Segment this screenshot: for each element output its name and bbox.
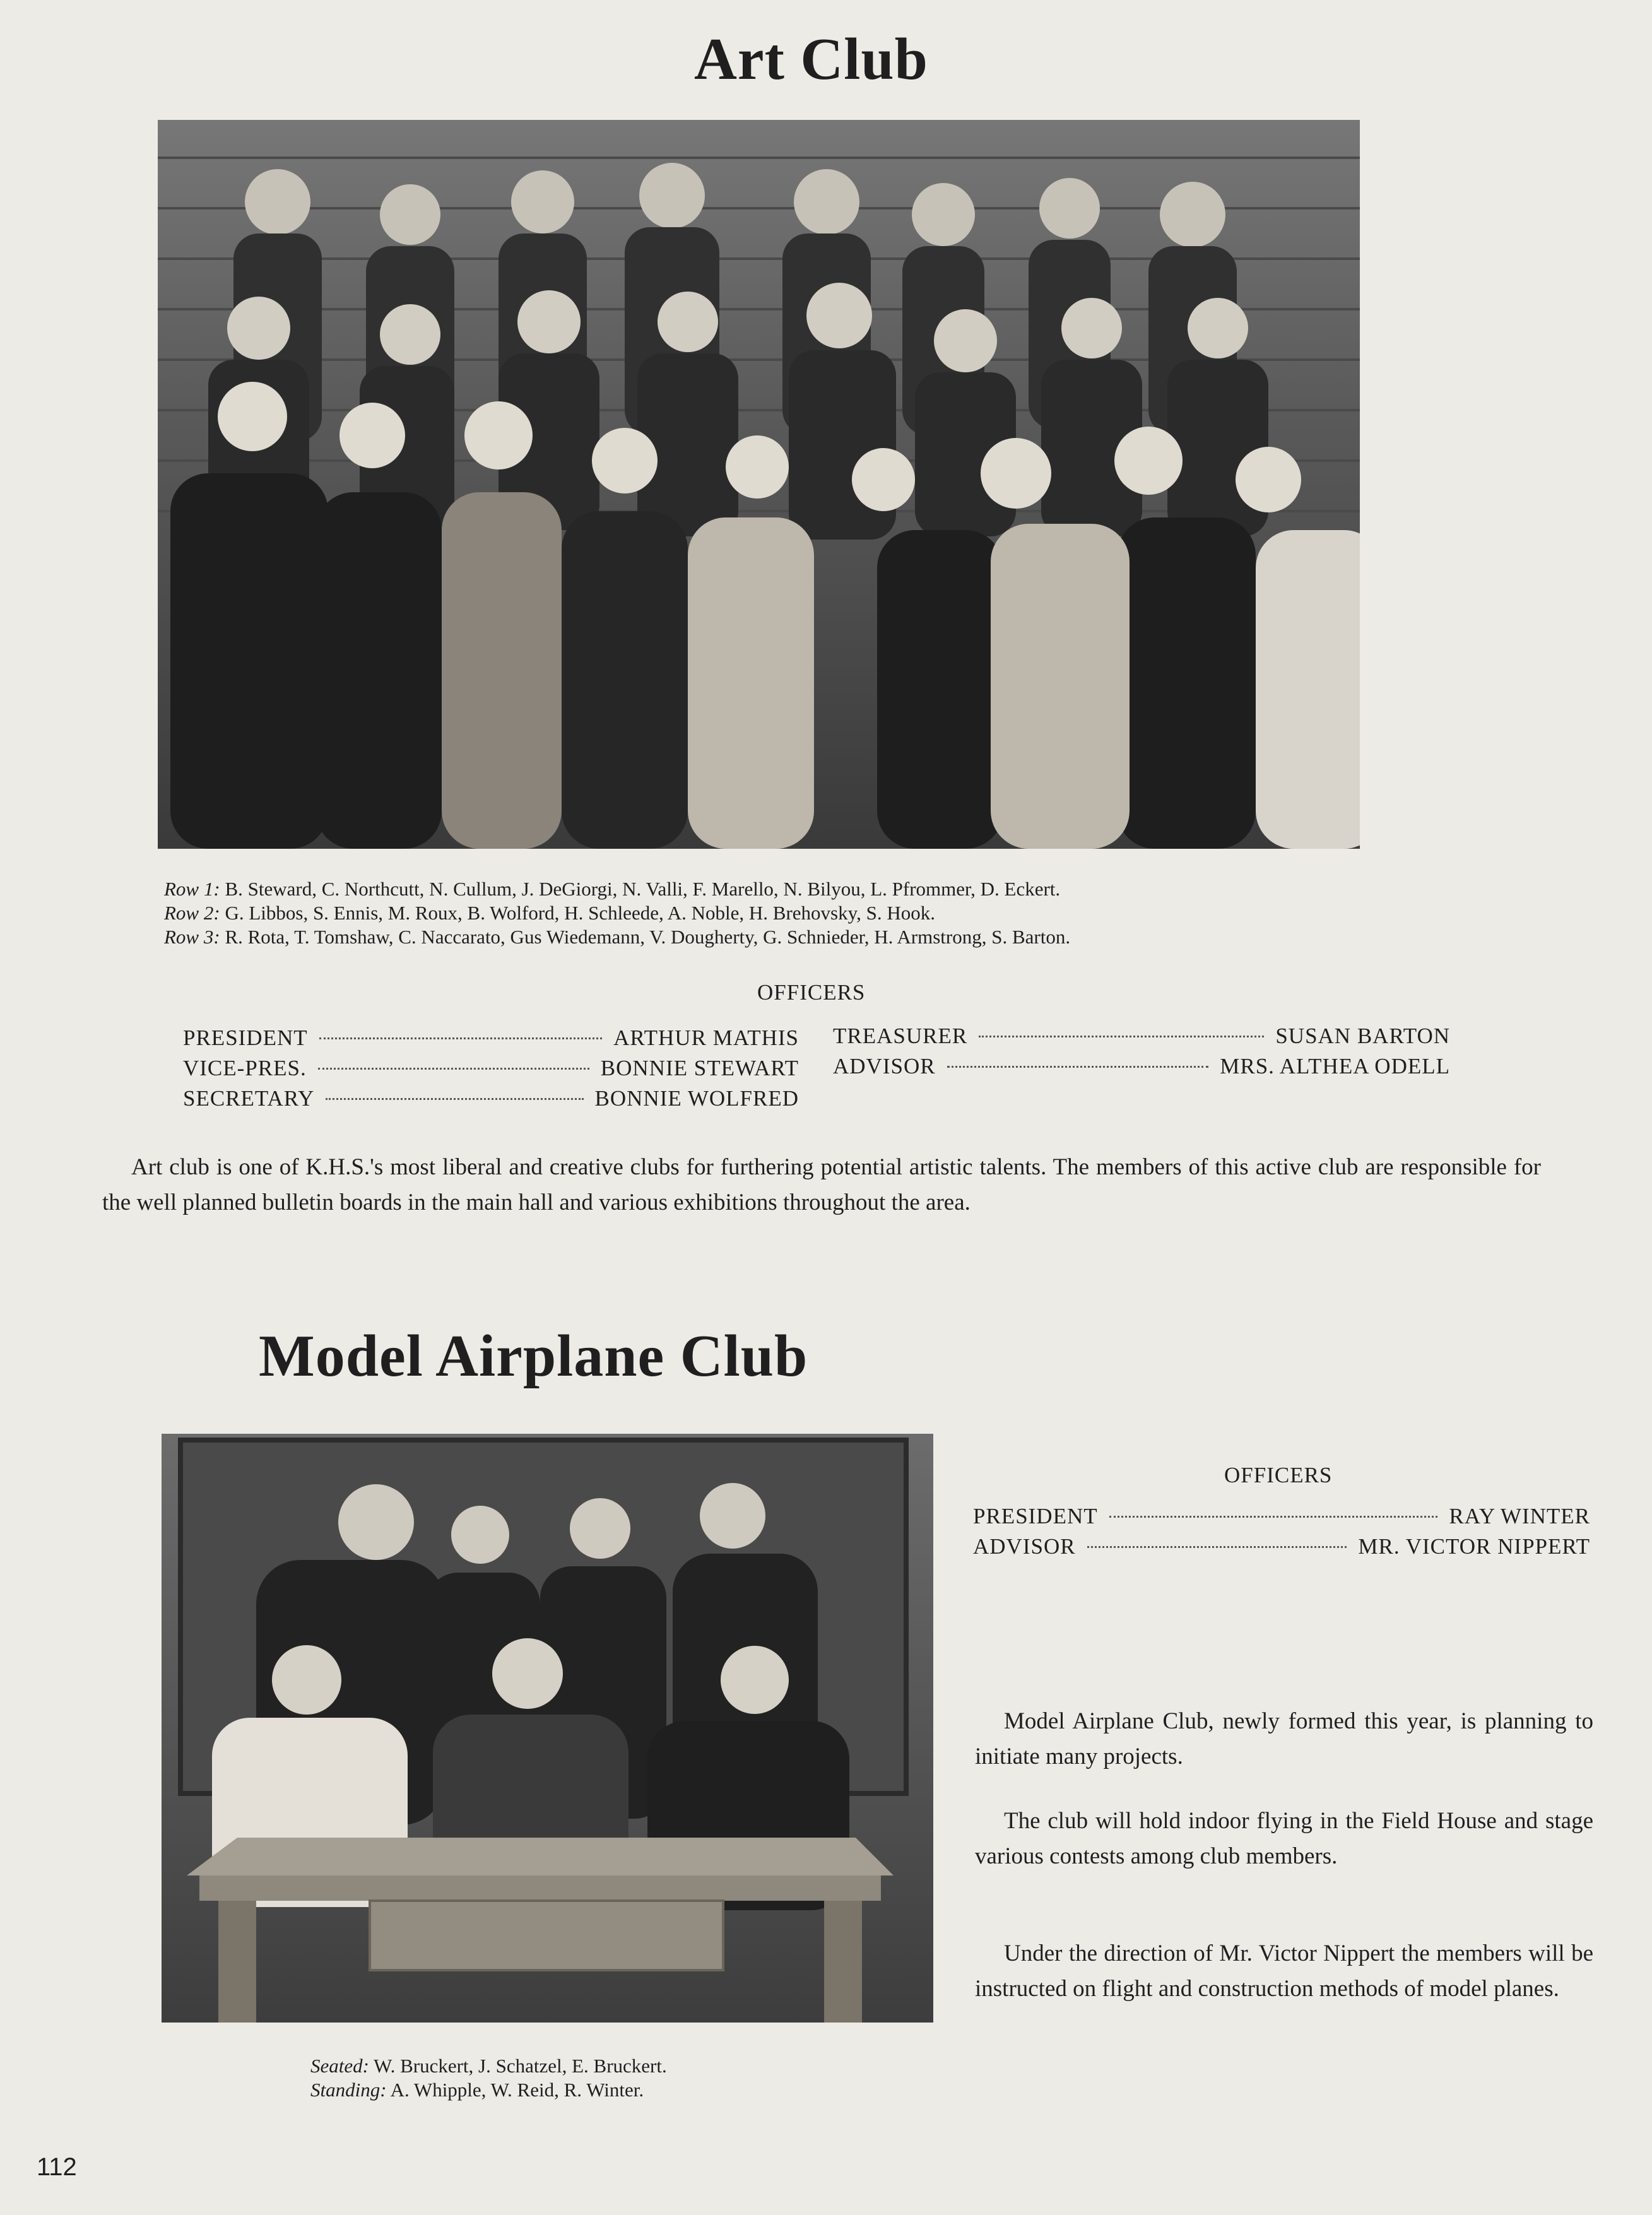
- officer-name: BONNIE STEWART: [600, 1056, 799, 1080]
- leader-dots: [326, 1098, 583, 1100]
- officer-name: SUSAN BARTON: [1275, 1024, 1450, 1048]
- art-club-group-photo: [158, 120, 1360, 849]
- leader-dots: [318, 1068, 589, 1070]
- seated-label: Seated:: [310, 2055, 369, 2077]
- art-officer-treasurer: [833, 1024, 1450, 1049]
- standing-names: A. Whipple, W. Reid, R. Winter.: [390, 2079, 644, 2101]
- model-airplane-paragraph-1: Model Airplane Club, newly formed this year, is planning to initiate many projects.: [975, 1708, 1593, 1769]
- officer-role: SECRETARY: [183, 1086, 315, 1111]
- model-airplane-club-title: Model Airplane Club: [259, 1323, 808, 1389]
- art-club-description: Art club is one of K.H.S.'s most liberal and creative clubs for furthering potential artistic talents. The members of this active club are responsible for the well planned bulletin boards in the main hall and various exhibitions throughout the area.: [102, 1154, 1541, 1215]
- officer-role: TREASURER: [833, 1024, 968, 1048]
- row-1-label: Row 1:: [164, 878, 220, 900]
- officer-name: RAY WINTER: [1449, 1504, 1590, 1528]
- model-officer-advisor: [973, 1534, 1590, 1559]
- art-club-caption: [164, 877, 1070, 949]
- model-airplane-paragraph-3: Under the direction of Mr. Victor Nippert the members will be instructed on flight and construction methods of model planes.: [975, 1940, 1593, 2002]
- model-airplane-photo-figures: [162, 1434, 933, 2023]
- row-1-names: B. Steward, C. Northcutt, N. Cullum, J. DeGiorgi, N. Valli, F. Marello, N. Bilyou, L. Pfrommer, D. Eckert.: [225, 878, 1061, 900]
- leader-dots: [979, 1036, 1264, 1037]
- leader-dots: [319, 1037, 603, 1039]
- seated-names: W. Bruckert, J. Schatzel, E. Bruckert.: [374, 2055, 667, 2077]
- row-2-names: G. Libbos, S. Ennis, M. Roux, B. Wolford, H. Schleede, A. Noble, H. Brehovsky, S. Hook.: [225, 902, 935, 924]
- officer-role: PRESIDENT: [183, 1025, 308, 1050]
- officer-name: MR. VICTOR NIPPERT: [1358, 1534, 1590, 1559]
- officer-role: ADVISOR: [973, 1534, 1076, 1559]
- officer-name: BONNIE WOLFRED: [594, 1086, 799, 1111]
- art-officer-president: [183, 1025, 799, 1051]
- officer-role: ADVISOR: [833, 1054, 936, 1078]
- page-number: 112: [37, 2153, 77, 2181]
- model-officer-president: [973, 1504, 1590, 1529]
- standing-label: Standing:: [310, 2079, 387, 2101]
- caption-row-3: [164, 925, 1070, 949]
- model-airplane-paragraph-2: The club will hold indoor flying in the Field House and stage various contests among club members.: [975, 1808, 1593, 1869]
- leader-dots: [947, 1066, 1209, 1068]
- officer-role: PRESIDENT: [973, 1504, 1098, 1528]
- row-3-names: R. Rota, T. Tomshaw, C. Naccarato, Gus Wiedemann, V. Dougherty, G. Schnieder, H. Armstrong, S. Barton.: [225, 926, 1071, 948]
- caption-seated: [310, 2054, 667, 2078]
- model-airplane-officers-heading: OFFICERS: [1224, 1463, 1333, 1487]
- art-officer-secretary: [183, 1086, 799, 1111]
- caption-row-2: [164, 901, 1070, 925]
- caption-standing: [310, 2078, 667, 2102]
- caption-row-1: [164, 877, 1070, 901]
- model-airplane-caption: [310, 2054, 667, 2102]
- row-2-label: Row 2:: [164, 902, 220, 924]
- officer-name: MRS. ALTHEA ODELL: [1220, 1054, 1450, 1078]
- leader-dots: [1087, 1546, 1347, 1548]
- art-club-photo-figures: [158, 120, 1360, 849]
- leader-dots: [1109, 1516, 1438, 1518]
- art-club-officers-heading: OFFICERS: [757, 980, 866, 1005]
- art-officer-advisor: [833, 1054, 1450, 1079]
- model-airplane-club-photo: [162, 1434, 933, 2023]
- officer-role: VICE-PRES.: [183, 1056, 307, 1080]
- officer-name: ARTHUR MATHIS: [613, 1025, 799, 1050]
- row-3-label: Row 3:: [164, 926, 220, 948]
- art-club-title: Art Club: [694, 27, 928, 92]
- art-officer-vice-president: [183, 1056, 799, 1081]
